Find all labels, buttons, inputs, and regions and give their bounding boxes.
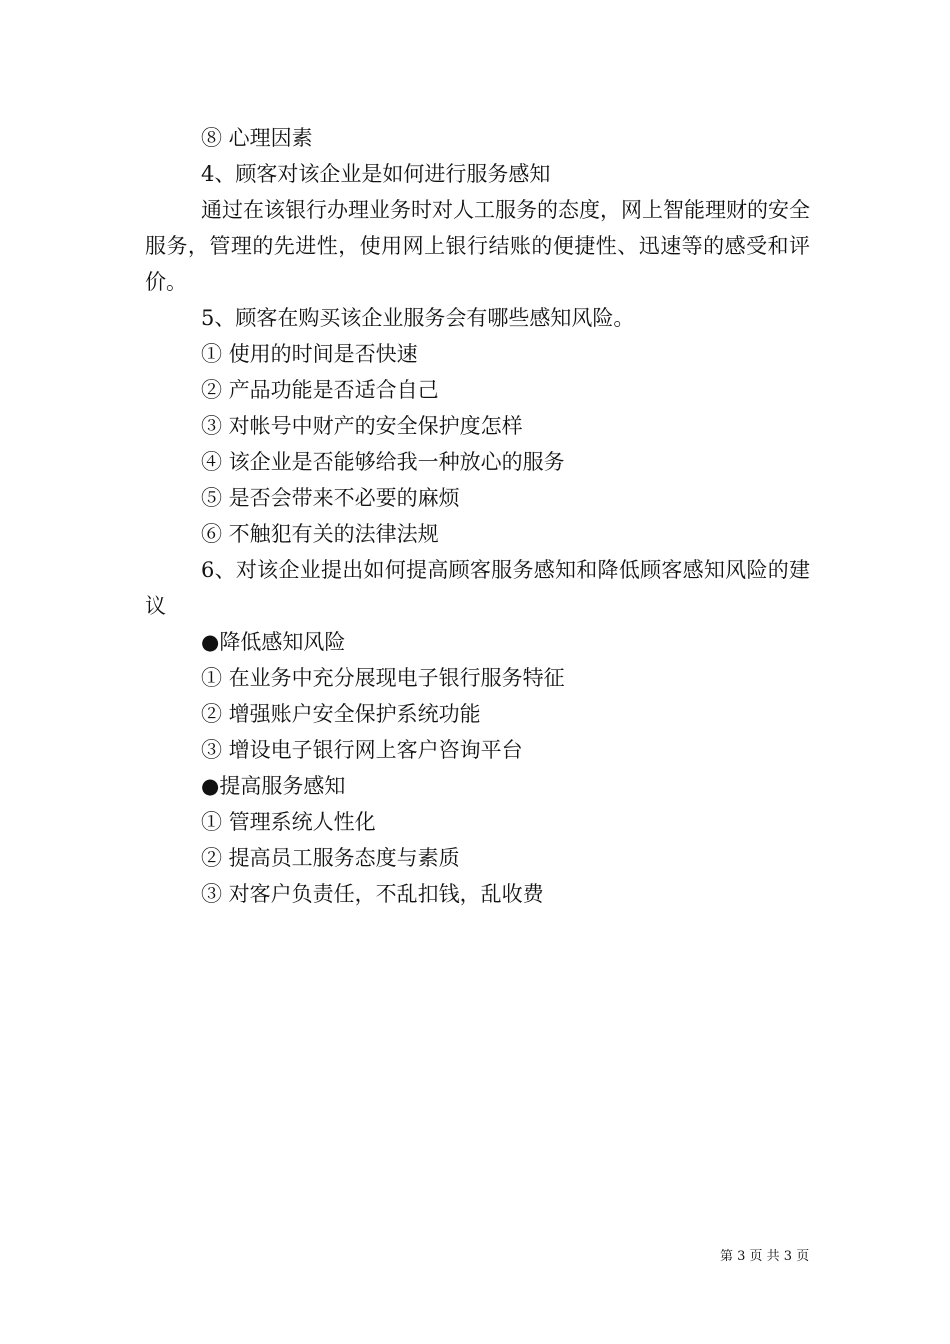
body-paragraph: 通过在该银行办理业务时对人工服务的态度，网上智能理财的安全服务，管理的先进性，使用网上银行结账的便捷性、迅速等的感受和评价。 <box>145 198 810 294</box>
list-item: ① 在业务中充分展现电子银行服务特征 <box>201 666 565 690</box>
list-item: ③ 对帐号中财产的安全保护度怎样 <box>201 414 523 438</box>
bullet-heading: ●提高服务感知 <box>201 774 346 798</box>
list-item: ② 提高员工服务态度与素质 <box>201 846 460 870</box>
list-item: ⑤ 是否会带来不必要的麻烦 <box>201 486 460 510</box>
list-item: ② 产品功能是否适合自己 <box>201 378 439 402</box>
list-item: ① 使用的时间是否快速 <box>201 342 418 366</box>
list-item: ③ 对客户负责任，不乱扣钱，乱收费 <box>201 882 544 906</box>
section-heading: 5、顾客在购买该企业服务会有哪些感知风险。 <box>201 306 635 330</box>
bullet-heading: ●降低感知风险 <box>201 630 346 654</box>
list-item: ⑥ 不触犯有关的法律法规 <box>201 522 439 546</box>
list-item: ⑧ 心理因素 <box>201 126 313 150</box>
document-body <box>145 120 810 912</box>
list-item: ④ 该企业是否能够给我一种放心的服务 <box>201 450 565 474</box>
section-heading: 4、顾客对该企业是如何进行服务感知 <box>201 162 551 186</box>
list-item: ① 管理系统人性化 <box>201 810 376 834</box>
list-item: ② 增强账户安全保护系统功能 <box>201 702 481 726</box>
page-number: 第 3 页 共 3 页 <box>720 1249 810 1264</box>
list-item: ③ 增设电子银行网上客户咨询平台 <box>201 738 523 762</box>
section-heading: 6、对该企业提出如何提高顾客服务感知和降低顾客感知风险的建议 <box>145 558 810 618</box>
